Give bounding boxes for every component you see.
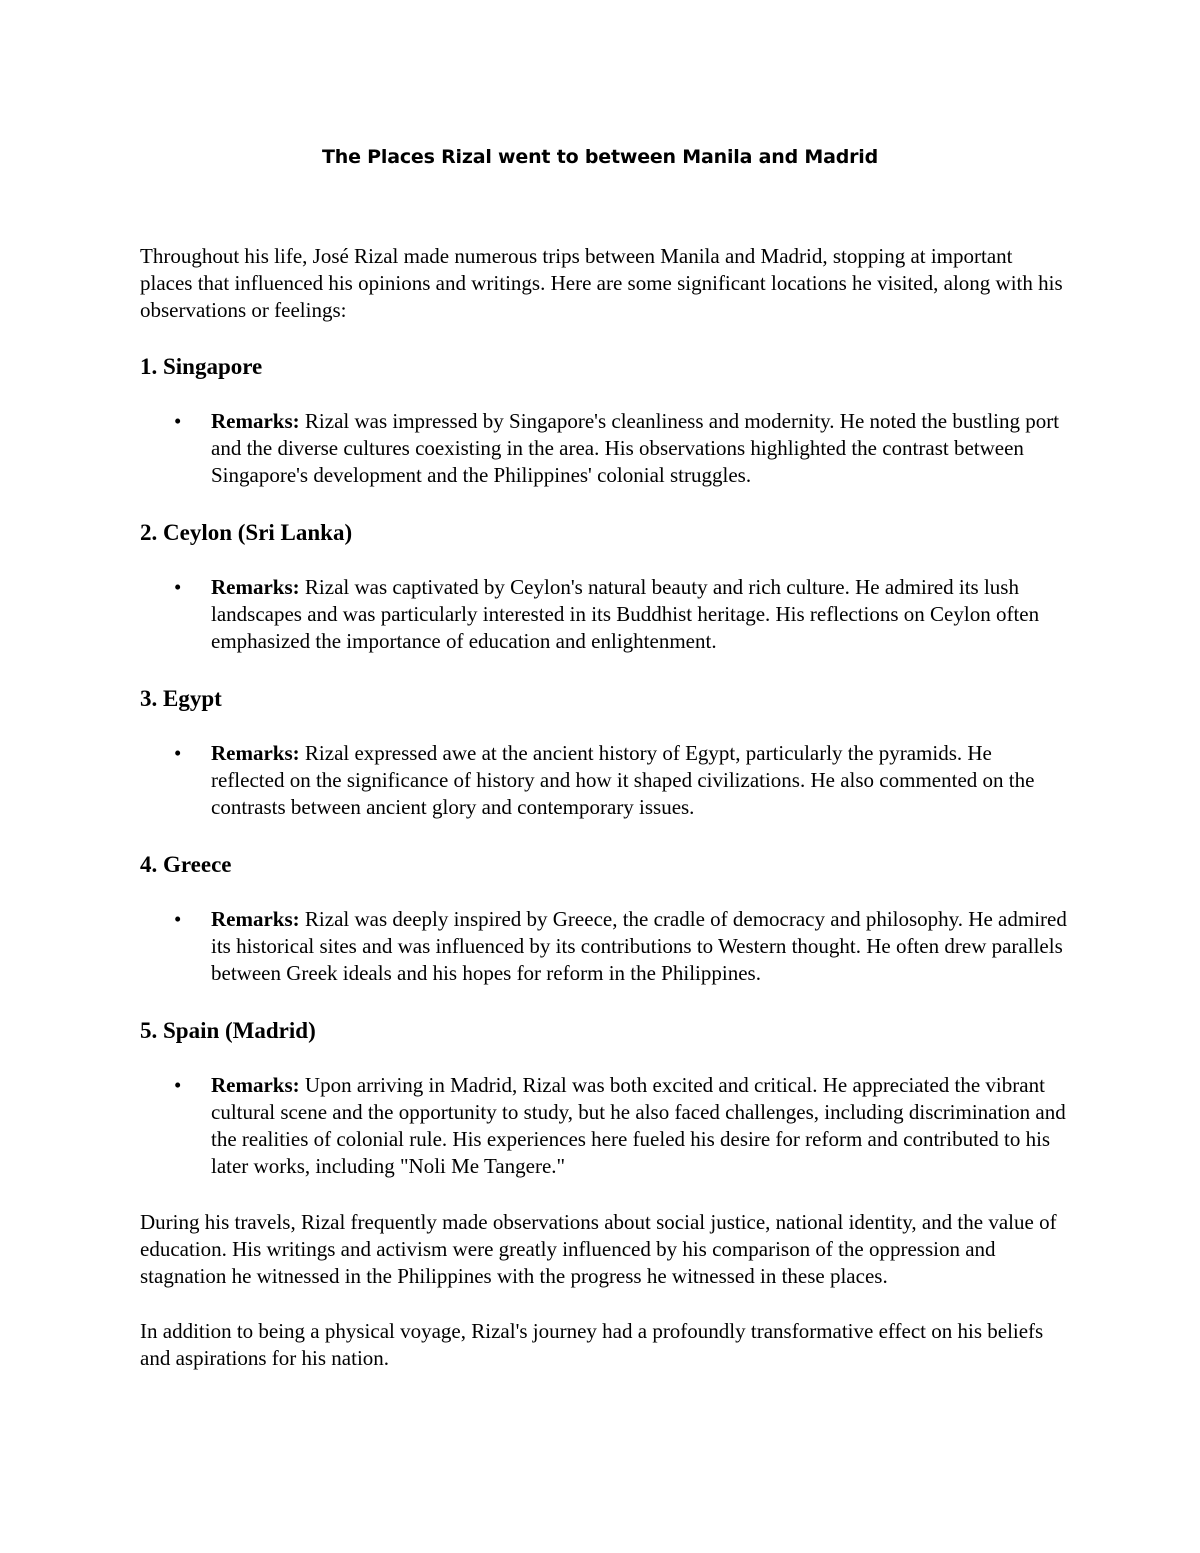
- remark-text: Rizal expressed awe at the ancient history of Egypt, particularly the pyramids. He reflected on the significance of history and how it shaped civilizations. He also commented on the contrasts between ancient glory and contemporary issues.: [211, 741, 1035, 819]
- bullet-icon: •: [174, 575, 182, 599]
- bullet-icon: •: [174, 907, 182, 931]
- list-item: [140, 906, 1070, 987]
- remarks-list-spain: [140, 1072, 1070, 1180]
- remarks-label: Remarks:: [211, 409, 305, 433]
- list-item: [140, 740, 1070, 821]
- list-item: [140, 1072, 1070, 1180]
- remarks-label: Remarks:: [211, 907, 305, 931]
- intro-paragraph: Throughout his life, José Rizal made numerous trips between Manila and Madrid, stopping at important places that influenced his opinions and writings. Here are some significant locations he visited, along with his observations or feelings:: [140, 244, 1063, 322]
- remarks-list-singapore: [140, 408, 1070, 489]
- section-heading-spain: 5. Spain (Madrid): [140, 1018, 316, 1043]
- document-title: The Places Rizal went to between Manila and Madrid: [321, 146, 878, 168]
- section-heading-greece: 4. Greece: [140, 852, 232, 877]
- remarks-label: Remarks:: [211, 575, 305, 599]
- list-item: [140, 574, 1070, 655]
- conclusion-paragraph-2: In addition to being a physical voyage, Rizal's journey had a profoundly transformative effect on his beliefs and aspirations for his nation.: [140, 1319, 1044, 1370]
- bullet-icon: •: [174, 1073, 182, 1097]
- section-heading-egypt: 3. Egypt: [140, 686, 222, 711]
- remark-text: Rizal was captivated by Ceylon's natural beauty and rich culture. He admired its lush landscapes and was particularly interested in its Buddhist heritage. His reflections on Ceylon often emphasized the importance of education and enlightenment.: [211, 575, 1040, 653]
- remarks-label: Remarks:: [211, 741, 305, 765]
- remarks-list-greece: [140, 906, 1070, 987]
- remark-text: Upon arriving in Madrid, Rizal was both excited and critical. He appreciated the vibrant cultural scene and the opportunity to study, but he also faced challenges, including discrimination and the realities of colonial rule. His experiences here fueled his desire for reform and contributed to his later works, including "Noli Me Tangere.": [211, 1073, 1066, 1178]
- remark-text: Rizal was impressed by Singapore's cleanliness and modernity. He noted the bustling port and the diverse cultures coexisting in the area. His observations highlighted the contrast between Singapore's development and the Philippines' colonial struggles.: [211, 409, 1060, 487]
- bullet-icon: •: [174, 409, 182, 433]
- document-body: [140, 243, 1070, 1400]
- remark-text: Rizal was deeply inspired by Greece, the cradle of democracy and philosophy. He admired its historical sites and was influenced by its contributions to Western thought. He often drew parallels between Greek ideals and his hopes for reform in the Philippines.: [211, 907, 1067, 985]
- section-heading-ceylon: 2. Ceylon (Sri Lanka): [140, 520, 353, 545]
- remarks-list-ceylon: [140, 574, 1070, 655]
- conclusion-paragraph-1: During his travels, Rizal frequently made observations about social justice, national identity, and the value of education. His writings and activism were greatly influenced by his comparison of the oppression and stagnation he witnessed in the Philippines with the progress he witnessed in these places.: [140, 1210, 1057, 1288]
- list-item: [140, 408, 1070, 489]
- bullet-icon: •: [174, 741, 182, 765]
- remarks-list-egypt: [140, 740, 1070, 821]
- section-heading-singapore: 1. Singapore: [140, 354, 263, 379]
- remarks-label: Remarks:: [211, 1073, 305, 1097]
